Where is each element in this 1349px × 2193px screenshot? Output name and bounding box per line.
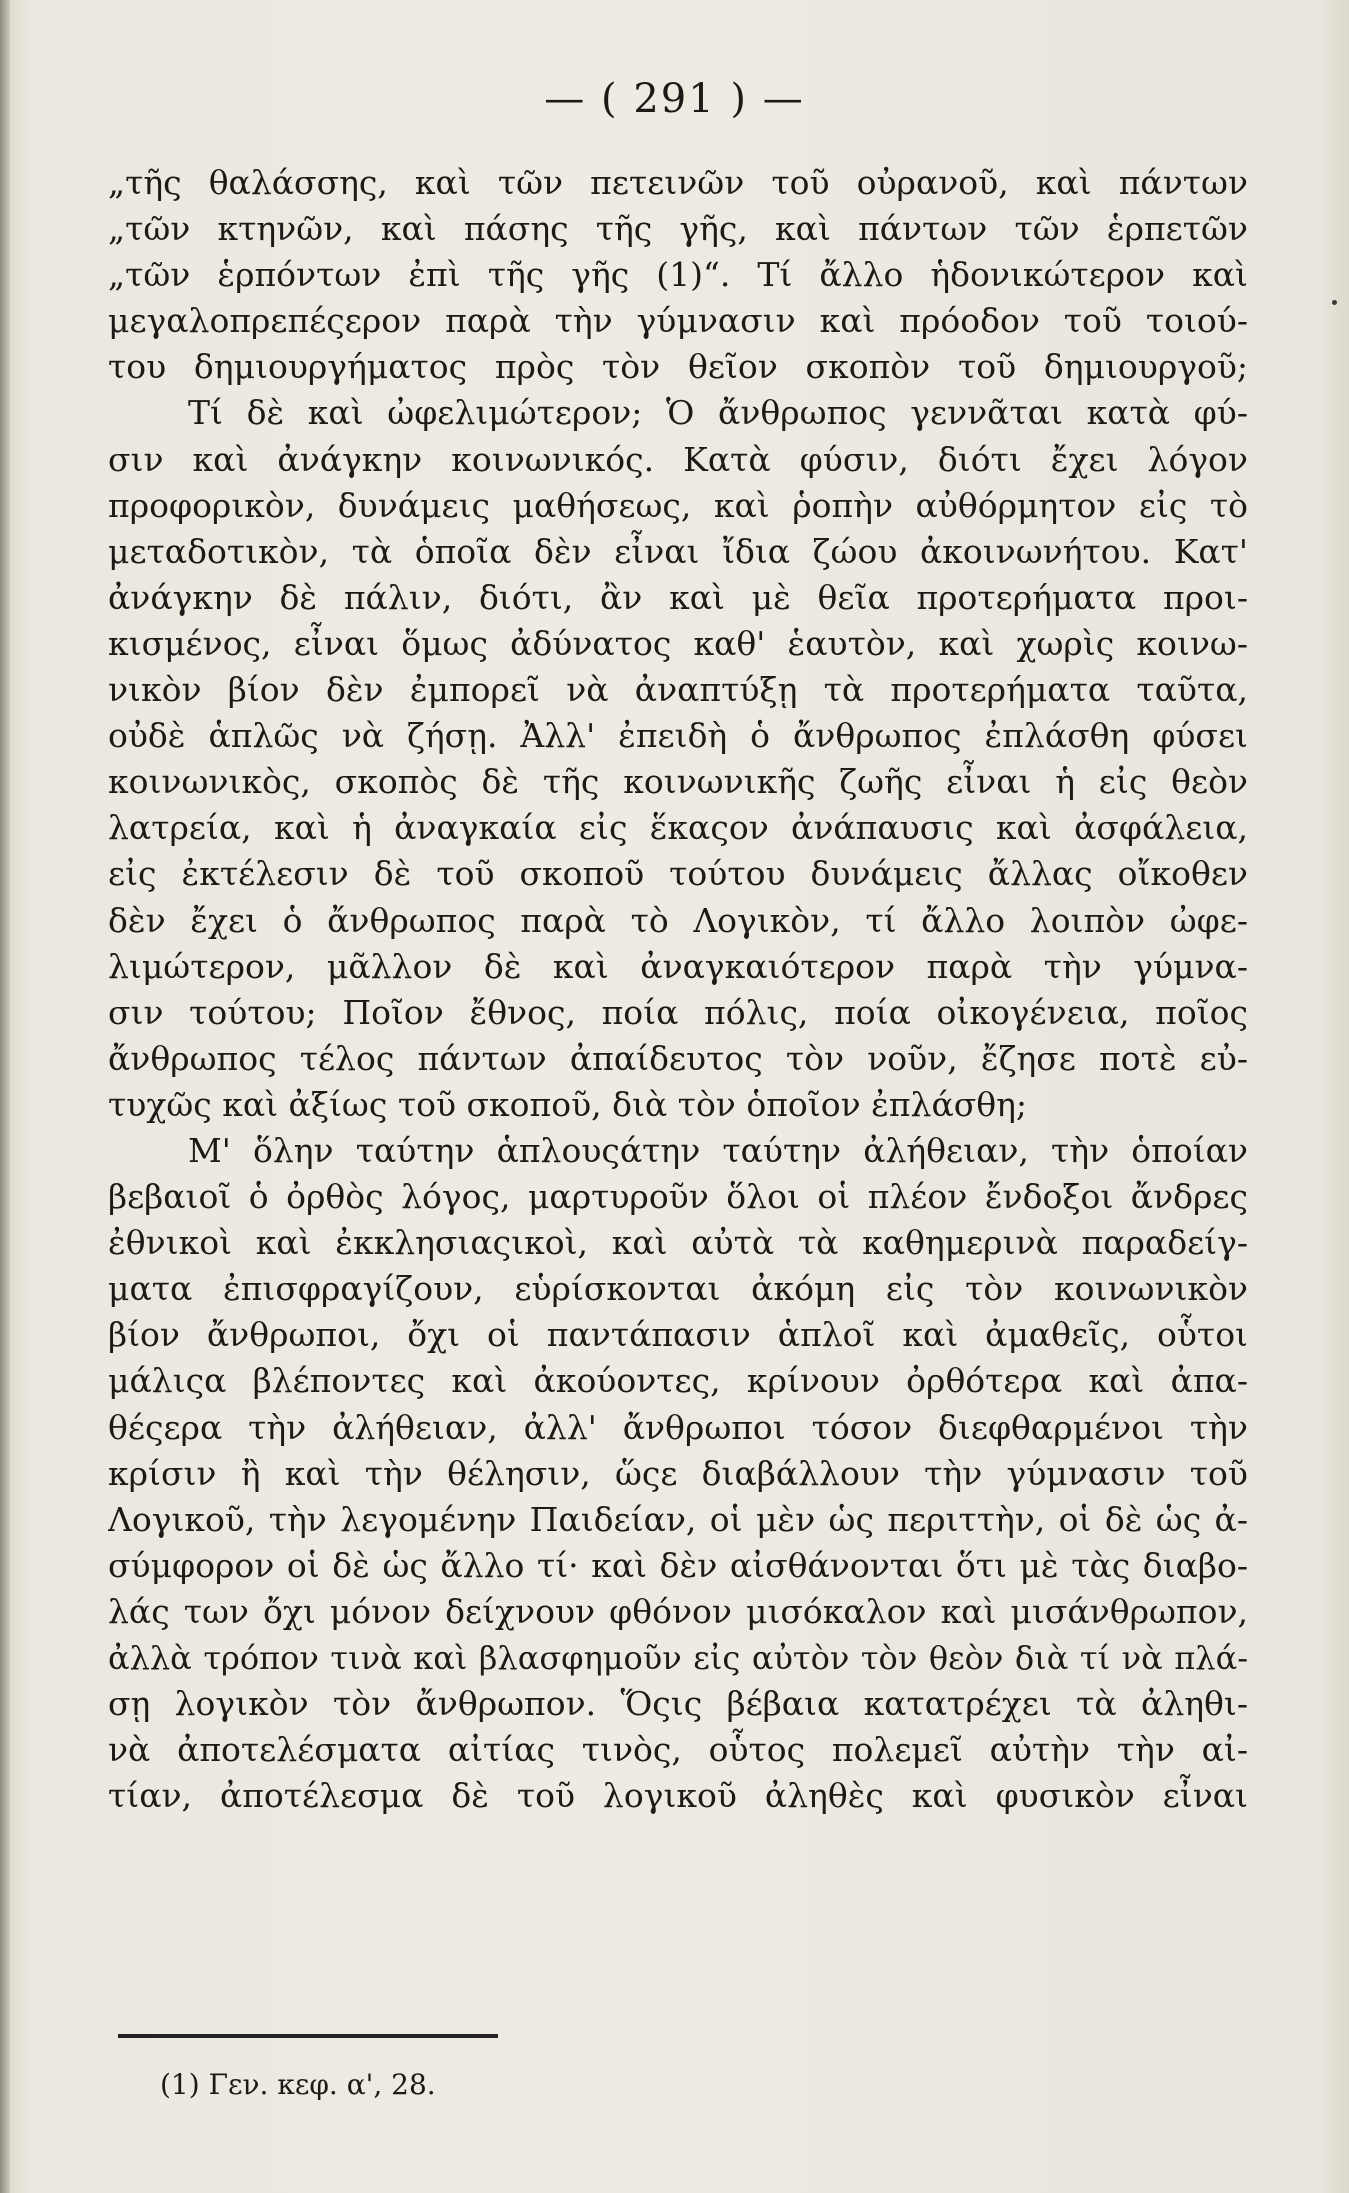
text-line: Λογικοῦ, τὴν λεγομένην Παιδείαν, οἱ μὲν ὡς περιττὴν, οἱ δὲ ὡς ἀ- [108, 1499, 1248, 1539]
text-line: σιν καὶ ἀνάγκην κοινωνικός. Κατὰ φύσιν, διότι ἔχει λόγον [108, 439, 1248, 479]
footnote: (1) Γεν. κεφ. α', 28. [160, 2068, 436, 2101]
paper-speck [1332, 300, 1337, 305]
text-line: του δημιουργήματος πρὸς τὸν θεῖον σκοπὸν τοῦ δημιουργοῦ; [108, 347, 1248, 387]
text-line: Τί δὲ καὶ ὠφελιμώτερον; Ὁ ἄνθρωπος γεννᾶται κατὰ φύ- [188, 393, 1248, 433]
text-line: σῃ λογικὸν τὸν ἄνθρωπον. Ὅςις βέβαια κατατρέχει τὰ ἀληθι- [108, 1684, 1248, 1724]
text-line: ἄνθρωπος τέλος πάντων ἀπαίδευτος τὸν νοῦν, ἔζησε ποτὲ εὐ- [108, 1038, 1248, 1078]
binding-edge [0, 0, 10, 2193]
text-line: „τῶν ἑρπόντων ἐπὶ τῆς γῆς (1)“. Τί ἄλλο ἡδονικώτερον καὶ [108, 255, 1248, 295]
footnote-rule [118, 2034, 498, 2038]
text-line: „τῆς θαλάσσης, καὶ τῶν πετεινῶν τοῦ οὐρανοῦ, καὶ πάντων [108, 163, 1248, 202]
text-line: ἀλλὰ τρόπον τινὰ καὶ βλασφημοῦν εἰς αὐτὸν τὸν θεὸν διὰ τί νὰ πλά- [108, 1639, 1248, 1677]
body-text [108, 160, 1248, 1819]
text-line: νικὸν βίον δὲν ἐμπορεῖ νὰ ἀναπτύξῃ τὰ προτερήματα ταῦτα, [108, 670, 1248, 710]
text-line: βεβαιοῖ ὁ ὀρθὸς λόγος, μαρτυροῦν ὅλοι οἱ πλέον ἔνδοξοι ἄνδρες [108, 1177, 1248, 1217]
text-line: τυχῶς καὶ ἀξίως τοῦ σκοποῦ, διὰ τὸν ὁποῖον ἐπλάσθη; [108, 1084, 1028, 1124]
text-line: δὲν ἔχει ὁ ἄνθρωπος παρὰ τὸ Λογικὸν, τί ἄλλο λοιπὸν ὠφε- [108, 900, 1248, 940]
text-line: μεγαλοπρεπέςερον παρὰ τὴν γύμνασιν καὶ πρόοδον τοῦ τοιού- [108, 301, 1248, 341]
text-line: κισμένος, εἶναι ὅμως ἀδύνατος καθ' ἑαυτὸν, καὶ χωρὶς κοινω- [108, 623, 1248, 663]
text-line: λατρεία, καὶ ἡ ἀναγκαία εἰς ἕκαςον ἀνάπαυσις καὶ ἀσφάλεια, [108, 808, 1248, 848]
text-line: μεταδοτικὸν, τὰ ὁποῖα δὲν εἶναι ἴδια ζώου ἀκοινωνήτου. Κατ' [108, 531, 1248, 571]
text-line: „τῶν κτηνῶν, καὶ πάσης τῆς γῆς, καὶ πάντων τῶν ἑρπετῶν [108, 209, 1248, 249]
text-line: κρίσιν ἢ καὶ τὴν θέλησιν, ὥςε διαβάλλουν τὴν γύμνασιν τοῦ [108, 1453, 1248, 1493]
text-line: κοινωνικὸς, σκοπὸς δὲ τῆς κοινωνικῆς ζωῆς εἶναι ἡ εἰς θεὸν [108, 762, 1248, 802]
text-line: θέςερα τὴν ἀλήθειαν, ἀλλ' ἄνθρωποι τόσον διεφθαρμένοι τὴν [108, 1407, 1248, 1447]
text-line: ματα ἐπισφραγίζουν, εὑρίσκονται ἀκόμη εἰς τὸν κοινωνικὸν [108, 1269, 1248, 1309]
text-line: τίαν, ἀποτέλεσμα δὲ τοῦ λογικοῦ ἀληθὲς καὶ φυσικὸν εἶναι [108, 1776, 1248, 1816]
text-line: οὐδὲ ἁπλῶς νὰ ζήσῃ. Ἀλλ' ἐπειδὴ ὁ ἄνθρωπος ἐπλάσθη φύσει [108, 716, 1248, 756]
text-line: εἰς ἐκτέλεσιν δὲ τοῦ σκοποῦ τούτου δυνάμεις ἄλλας οἴκοθεν [108, 854, 1248, 894]
text-line: σύμφορον οἱ δὲ ὡς ἄλλο τί· καὶ δὲν αἰσθάνονται ὅτι μὲ τὰς διαβο- [108, 1545, 1248, 1585]
text-line: Μ' ὅλην ταύτην ἁπλουςάτην ταύτην ἀλήθειαν, τὴν ὁποίαν [188, 1130, 1248, 1170]
text-line: σιν τούτου; Ποῖον ἔθνος, ποία πόλις, ποία οἰκογένεια, ποῖος [108, 992, 1248, 1032]
text-line: βίον ἄνθρωποι, ὄχι οἱ παντάπασιν ἁπλοῖ καὶ ἀμαθεῖς, οὗτοι [108, 1315, 1248, 1355]
page-number-header: — ( 291 ) — [544, 76, 805, 122]
text-line: λάς των ὄχι μόνον δείχνουν φθόνον μισόκαλον καὶ μισάνθρωπον, [108, 1591, 1248, 1631]
text-line: νὰ ἀποτελέσματα αἰτίας τινὸς, οὗτος πολεμεῖ αὐτὴν τὴν αἰ- [108, 1730, 1248, 1770]
text-line: ἐθνικοὶ καὶ ἐκκλησιαςικοὶ, καὶ αὐτὰ τὰ καθημερινὰ παραδείγ- [108, 1223, 1248, 1263]
text-line: προφορικὸν, δυνάμεις μαθήσεως, καὶ ῥοπὴν αὐθόρμητον εἰς τὸ [108, 485, 1248, 525]
text-line: ἀνάγκην δὲ πάλιν, διότι, ἂν καὶ μὲ θεῖα προτερήματα προι- [108, 577, 1248, 617]
text-line: μάλιςα βλέποντες καὶ ἀκούοντες, κρίνουν ὀρθότερα καὶ ἀπα- [108, 1361, 1248, 1401]
text-line: λιμώτερον, μᾶλλον δὲ καὶ ἀναγκαιότερον παρὰ τὴν γύμνα- [108, 946, 1248, 986]
